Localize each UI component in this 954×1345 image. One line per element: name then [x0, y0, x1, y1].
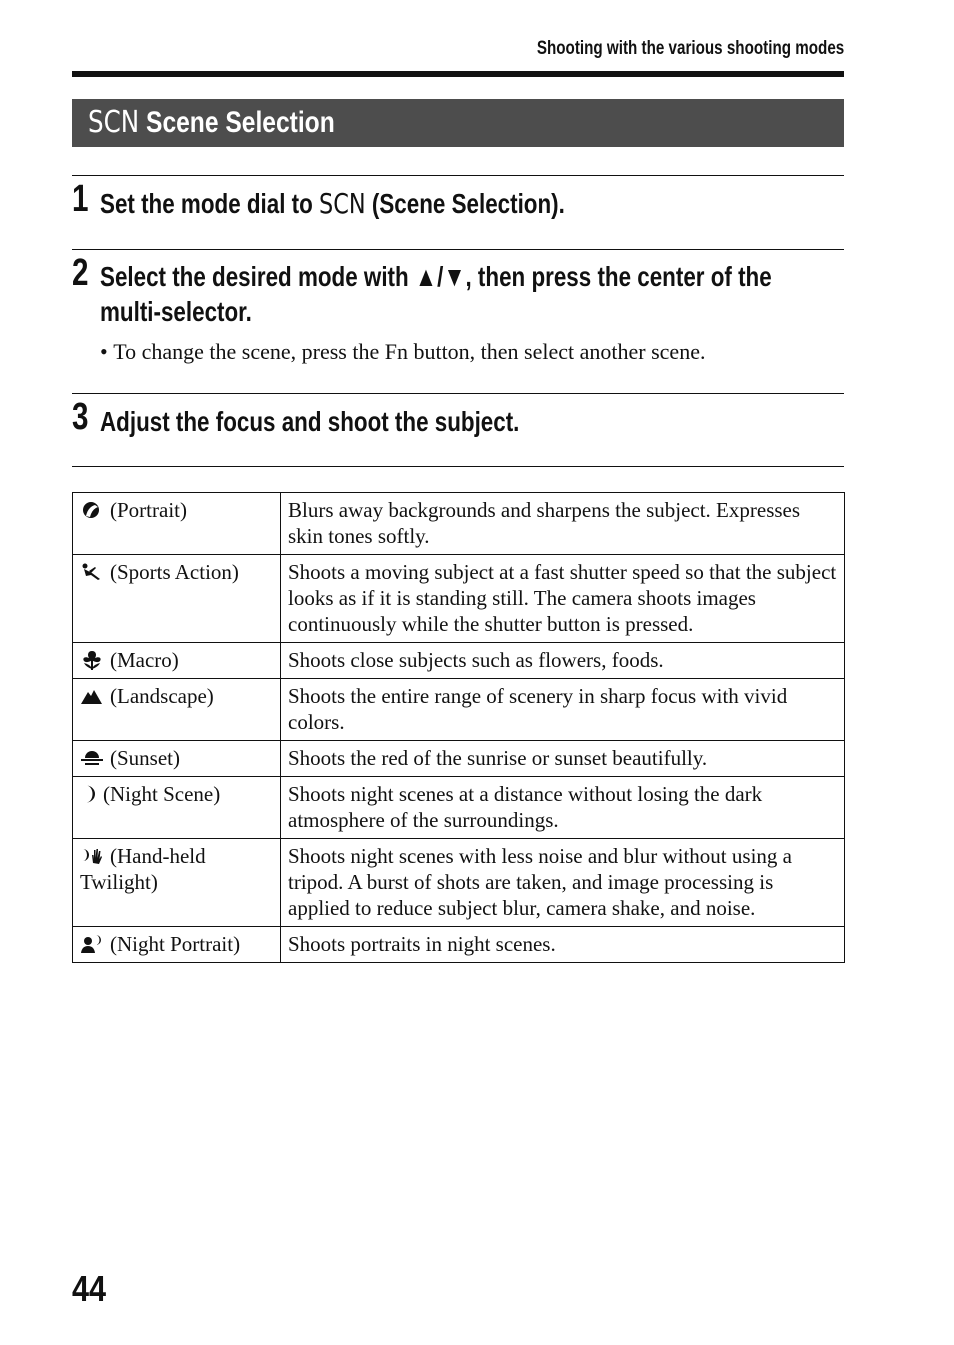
step-2-line1: Select the desired mode with ▲/▼, then press the center of the: [100, 261, 772, 292]
sunset-icon: [80, 747, 104, 769]
table-row: [73, 777, 845, 839]
mode-name-cell: [73, 741, 281, 777]
step-1-text-before: Set the mode dial to: [100, 188, 313, 219]
mode-label: (Hand-held Twilight): [80, 844, 206, 894]
step-number: 1: [72, 178, 89, 220]
mode-name-cell: [73, 777, 281, 839]
step-1-text-after: (Scene Selection).: [371, 188, 565, 219]
scn-icon: SCN: [319, 187, 366, 220]
mode-name-cell: [73, 679, 281, 741]
section-title: Scene Selection: [146, 106, 335, 139]
table-row: [73, 741, 845, 777]
mode-label: (Portrait): [110, 498, 187, 522]
scn-icon: SCN: [88, 105, 140, 140]
mode-description: Shoots a moving subject at a fast shutter speed so that the subject looks as if it is standing still. The camera shoots images continuously while the shutter button is pressed.: [281, 555, 845, 643]
landscape-icon: [80, 685, 104, 707]
section-title-bar: [72, 99, 844, 147]
table-row: [73, 927, 845, 963]
mode-description: Shoots night scenes with less noise and blur without using a tripod. A burst of shots are taken, and image processing is applied to reduce subject blur, camera shake, and noise.: [281, 839, 845, 927]
night-portrait-icon: [80, 933, 104, 955]
table-row: [73, 679, 845, 741]
mode-description: Blurs away backgrounds and sharpens the subject. Expresses skin tones softly.: [281, 493, 845, 555]
mode-label: (Night Scene): [103, 782, 221, 806]
bullet-text: To change the scene, press the Fn button, then select another scene.: [113, 339, 706, 364]
mode-label: (Landscape): [110, 684, 214, 708]
mode-description: Shoots the entire range of scenery in sharp focus with vivid colors.: [281, 679, 845, 741]
bullet-icon: •: [100, 339, 114, 364]
top-rule: [72, 71, 844, 77]
mode-name-cell: [73, 643, 281, 679]
step-2-line2: multi-selector.: [100, 296, 252, 327]
table-row: [73, 493, 845, 555]
mode-label: (Macro): [110, 648, 179, 672]
step-1-text: [100, 186, 565, 221]
macro-icon: [80, 649, 104, 671]
mode-name-cell: [73, 839, 281, 927]
mode-name-cell: [73, 927, 281, 963]
mode-label: (Sunset): [110, 746, 180, 770]
mode-description: Shoots the red of the sunrise or sunset beautifully.: [281, 741, 845, 777]
mode-description: Shoots night scenes at a distance without losing the dark atmosphere of the surroundings.: [281, 777, 845, 839]
step-number: 3: [72, 396, 89, 438]
mode-description: Shoots portraits in night scenes.: [281, 927, 845, 963]
mode-description: Shoots close subjects such as flowers, foods.: [281, 643, 845, 679]
night-scene-icon: [80, 783, 100, 805]
mode-name-cell: [73, 493, 281, 555]
hand-held-twilight-icon: [80, 845, 104, 867]
mode-label: (Night Portrait): [110, 932, 241, 956]
step-number: 2: [72, 252, 89, 294]
section-end-rule: [72, 466, 844, 467]
portrait-icon: [80, 499, 104, 521]
step-3-text: Adjust the focus and shoot the subject.: [100, 406, 520, 437]
step-divider: [72, 393, 844, 394]
sports-action-icon: [80, 561, 104, 583]
step-2-bullet: [100, 339, 705, 365]
table-row: [73, 555, 845, 643]
table-row: [73, 643, 845, 679]
step-divider: [72, 249, 844, 250]
step-2-text: [100, 259, 772, 329]
mode-name-cell: [73, 555, 281, 643]
scene-modes-table: [72, 492, 845, 963]
step-divider: [72, 175, 844, 176]
running-head: Shooting with the various shooting modes: [536, 38, 844, 59]
mode-label: (Sports Action): [110, 560, 239, 584]
page-number: 44: [72, 1268, 107, 1309]
table-row: [73, 839, 845, 927]
